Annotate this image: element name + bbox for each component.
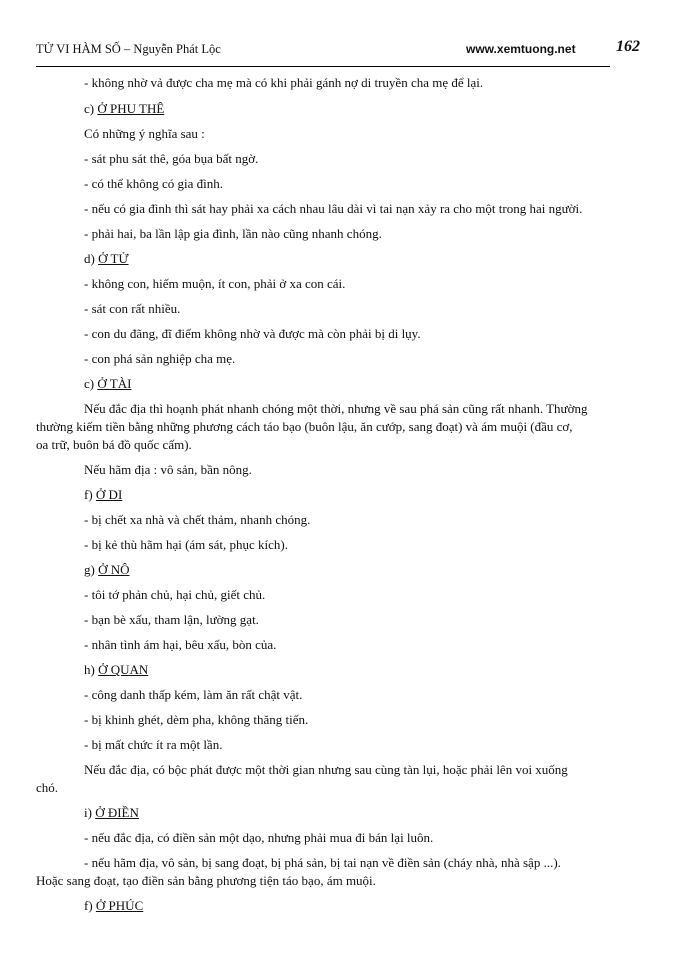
header-title: TỬ VI HÀM SỐ – Nguyễn Phát Lộc — [36, 42, 221, 56]
text-line: thường kiếm tiền bằng những phương cách táo bạo (buôn lậu, ăn cướp, sang đoạt) và ám muội (đầu cơ, — [36, 419, 573, 434]
section-heading-no — [84, 562, 130, 578]
text-line: - nếu hãm địa, vô sản, bị sang đoạt, bị phá sản, bị tai nạn về điền sản (cháy nhà, nhà sập ...). — [84, 855, 561, 870]
section-title: Ở TỬ — [98, 251, 129, 266]
section-prefix: i) — [84, 805, 96, 820]
text-line: - con phá sản nghiệp cha mẹ. — [84, 351, 236, 366]
text-line: - nếu có gia đình thì sát hay phải xa cách nhau lâu dài vì tai nạn xảy ra cho một trong hai người. — [84, 201, 583, 216]
text-line: Nếu đắc địa thì hoạnh phát nhanh chóng một thời, nhưng về sau phá sản cũng rất nhanh. Thường — [84, 401, 588, 416]
section-prefix: d) — [84, 251, 99, 266]
text-line: - bị khinh ghét, dèm pha, không thăng tiến. — [84, 712, 309, 727]
text-line: - tôi tớ phản chủ, hại chủ, giết chủ. — [84, 587, 266, 602]
text-line: Có những ý nghĩa sau : — [84, 126, 205, 141]
section-prefix: f) — [84, 898, 96, 913]
text-line: - sát con rất nhiều. — [84, 301, 181, 316]
text-line: - nếu đắc địa, có điền sản một dạo, nhưng phải mua đi bán lại luôn. — [84, 830, 434, 845]
section-prefix: f) — [84, 487, 96, 502]
text-line: Nếu đắc địa, có bộc phát được một thời gian nhưng sau cùng tàn lụi, hoặc phải lên voi xuống — [84, 762, 568, 777]
text-line: chó. — [36, 780, 59, 795]
section-prefix: c) — [84, 101, 98, 116]
section-prefix: c) — [84, 376, 98, 391]
text-line: - nhân tình ám hại, bêu xấu, bòn của. — [84, 637, 277, 652]
text-line: - bị kẻ thù hãm hại (ám sát, phục kích). — [84, 537, 288, 552]
text-line: - không nhờ vả được cha mẹ mà có khi phải gánh nợ di truyền cha mẹ để lại. — [84, 75, 484, 90]
text-line: - sát phu sát thê, góa bụa bất ngờ. — [84, 151, 259, 166]
text-line: oa trữ, buôn bá đồ quốc cấm). — [36, 437, 192, 452]
text-line: - con du đãng, đĩ điếm không nhờ và được mà còn phải bị di lụy. — [84, 326, 421, 341]
section-title: Ở DI — [95, 487, 123, 502]
section-prefix: h) — [84, 662, 99, 677]
section-title: Ở NÔ — [98, 562, 130, 577]
text-line: - không con, hiếm muộn, ít con, phải ở xa con cái. — [84, 276, 346, 291]
header-site: www.xemtuong.net — [466, 42, 576, 56]
text-line: - bạn bè xấu, tham lận, lường gạt. — [84, 612, 259, 627]
section-title: Ở ĐIỀN — [95, 805, 139, 820]
section-heading-tu — [84, 251, 129, 267]
section-heading-tai — [84, 376, 131, 392]
text-line: Hoặc sang đoạt, tạo điền sản bằng phương tiện táo bạo, ám muội. — [36, 873, 376, 888]
section-title: Ở PHU THÊ — [97, 101, 165, 116]
section-heading-dien — [84, 805, 139, 821]
text-line: Nếu hãm địa : vô sản, bần nông. — [84, 462, 252, 477]
page-header — [36, 38, 640, 66]
section-heading-di — [84, 487, 122, 503]
section-heading-phu-the — [84, 101, 164, 117]
text-line: - bị mất chức ít ra một lần. — [84, 737, 223, 752]
section-heading-phuc — [84, 898, 143, 914]
section-title: Ở QUAN — [98, 662, 149, 677]
section-prefix: g) — [84, 562, 99, 577]
text-line: - có thể không có gia đình. — [84, 176, 223, 191]
page-number: 162 — [616, 38, 640, 55]
text-line: - phải hai, ba lần lập gia đình, lần nào cũng nhanh chóng. — [84, 226, 382, 241]
header-rule — [36, 66, 610, 67]
section-title: Ở PHÚC — [95, 898, 144, 913]
text-line: - công danh thấp kém, làm ăn rất chật vật. — [84, 687, 303, 702]
section-title: Ở TÀI — [97, 376, 132, 391]
text-line: - bị chết xa nhà và chết thảm, nhanh chóng. — [84, 512, 311, 527]
section-heading-quan — [84, 662, 148, 678]
